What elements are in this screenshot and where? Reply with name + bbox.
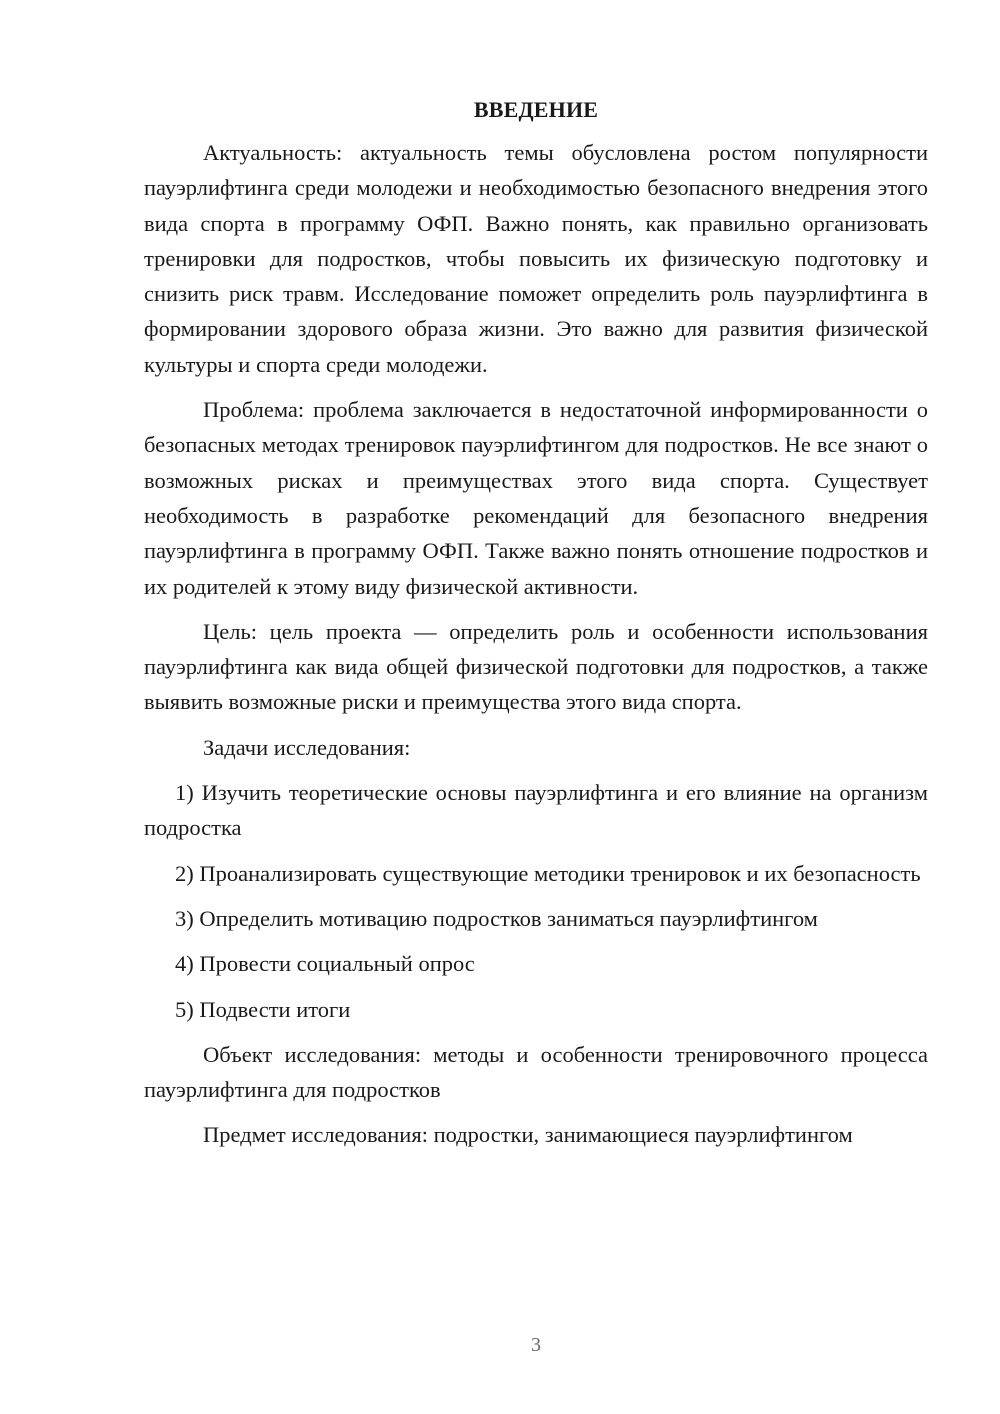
subject-paragraph: Предмет исследования: подростки, занимающиеся пауэрлифтингом [203, 1122, 853, 1148]
goal-paragraph: Цель: цель проекта — определить роль и особенности использования пауэрлифтинга как вида общей физической подготовки для подростков, а также выявить возможные риски и преимущества этого вида спорта. [144, 618, 928, 715]
tasks-heading: Задачи исследования: [203, 734, 411, 760]
list-item: 2) Проанализировать существующие методики тренировок и их безопасность [175, 860, 921, 886]
list-item: 1) Изучить теоретические основы пауэрлифтинга и его влияние на организм подростка [144, 780, 928, 841]
page-title: ВВЕДЕНИЕ [473, 97, 599, 122]
problem-paragraph: Проблема: проблема заключается в недостаточной информированности о безопасных методах тренировок пауэрлифтингом для подростков. Не все знают о возможных рисках и преимуществах этого вида спорта. Существует необходимость в разработке рекомендаций для безопасного внедрения пауэрлифтинга в программу ОФП. Также важно понять отношение подростков и их родителей к этому виду физической активности. [144, 397, 928, 599]
relevance-paragraph: Актуальность: актуальность темы обусловлена ростом популярности пауэрлифтинга среди молодежи и необходимостью безопасного внедрения этого вида спорта в программу ОФП. Важно понять, как правильно организовать тренировки для подростков, чтобы повысить их физическую подготовку и снизить риск травм. Исследование поможет определить роль пауэрлифтинга в формировании здорового образа жизни. Это важно для развития физической культуры и спорта среди молодежи. [144, 140, 928, 377]
list-item: 3) Определить мотивацию подростков заниматься пауэрлифтингом [175, 905, 818, 931]
object-paragraph: Объект исследования: методы и особенности тренировочного процесса пауэрлифтинга для подростков [144, 1041, 928, 1103]
page-number: 3 [531, 1334, 541, 1356]
list-item: 5) Подвести итоги [175, 996, 351, 1022]
list-item: 4) Провести социальный опрос [175, 951, 475, 977]
document-body [144, 92, 928, 1163]
